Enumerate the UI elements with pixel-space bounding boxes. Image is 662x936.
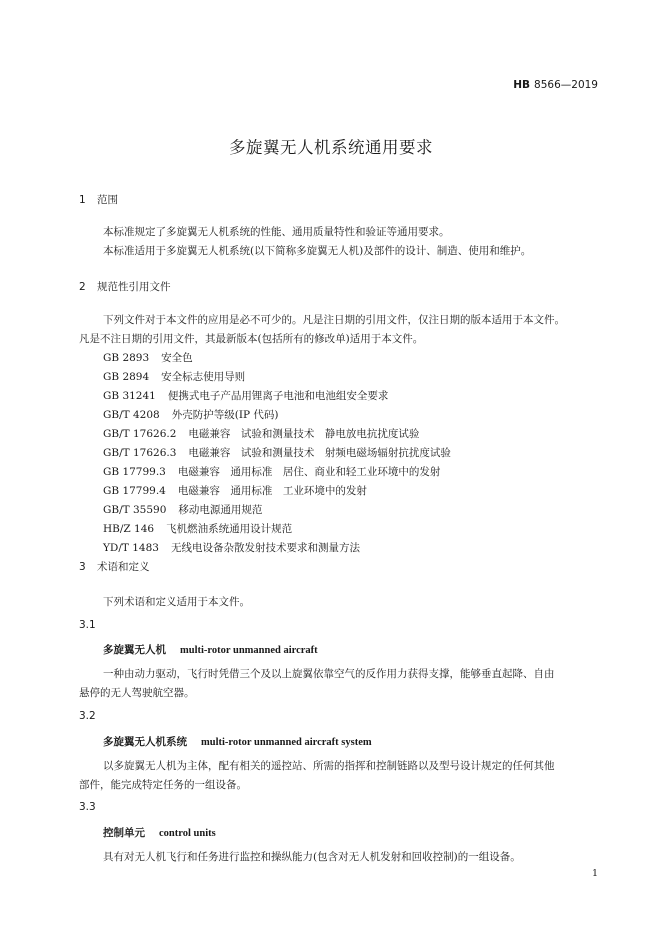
scope-paragraph-2: 本标准适用于多旋翼无人机系统(以下简称多旋翼无人机)及部件的设计、制造、使用和维护。 xyxy=(103,245,532,257)
term-chinese: 控制单元 xyxy=(103,827,145,839)
reference-item xyxy=(103,407,278,422)
reference-title: 安全色 xyxy=(161,352,193,364)
page-number: 1 xyxy=(591,868,598,879)
section-number: 1 xyxy=(79,194,86,206)
reference-item xyxy=(103,502,262,517)
section-3-heading xyxy=(79,559,150,574)
term-english: control units xyxy=(159,828,216,839)
reference-code: GB/T 35590 xyxy=(103,504,167,516)
term-definition-line-1: 以多旋翼无人机为主体，配有相关的遥控站、所需的指挥和控制链路以及型号设计规定的任何其他 xyxy=(103,760,555,772)
reference-code: GB/T 17626.2 xyxy=(103,428,177,440)
terms-intro: 下列术语和定义适用于本文件。 xyxy=(103,596,250,608)
reference-title: 电磁兼容 通用标准 工业环境中的发射 xyxy=(177,485,367,497)
reference-code: GB/T 4208 xyxy=(103,409,160,421)
section-number: 2 xyxy=(79,281,86,293)
reference-code: GB 17799.3 xyxy=(103,466,166,478)
reference-code: GB 31241 xyxy=(103,390,156,402)
references-intro-line-2: 凡是不注日期的引用文件，其最新版本(包括所有的修改单)适用于本文件。 xyxy=(79,333,424,345)
term-chinese: 多旋翼无人机系统 xyxy=(103,736,187,748)
reference-item xyxy=(103,369,245,384)
term-heading xyxy=(103,734,372,749)
reference-item xyxy=(103,483,367,498)
reference-title: 移动电源通用规范 xyxy=(178,504,263,516)
reference-code: HB/Z 146 xyxy=(103,523,155,535)
reference-title: 电磁兼容 试验和测量技术 静电放电抗扰度试验 xyxy=(188,428,420,440)
standard-prefix: HB xyxy=(513,79,531,91)
reference-code: GB 2893 xyxy=(103,352,150,364)
reference-title: 电磁兼容 通用标准 居住、商业和轻工业环境中的发射 xyxy=(177,466,441,478)
reference-code: GB 2894 xyxy=(103,371,150,383)
term-definition-line-1: 具有对无人机飞行和任务进行监控和操纵能力(包含对无人机发射和回收控制)的一组设备。 xyxy=(103,851,521,863)
reference-title: 外壳防护等级(IP 代码) xyxy=(171,409,279,421)
section-2-heading xyxy=(79,279,171,294)
standard-code xyxy=(0,79,598,91)
references-intro-line-1: 下列文件对于本文件的应用是必不可少的。凡是注日期的引用文件，仅注日期的版本适用于本文件。 xyxy=(103,314,565,326)
term-number: 3.1 xyxy=(79,619,96,631)
term-heading xyxy=(103,642,318,657)
reference-item xyxy=(103,445,451,460)
reference-item xyxy=(103,540,360,555)
document-title: 多旋翼无人机系统通用要求 xyxy=(229,138,433,157)
reference-item xyxy=(103,388,388,403)
reference-code: YD/T 1483 xyxy=(103,542,159,554)
term-definition-line-2: 悬停的无人驾驶航空器。 xyxy=(79,687,195,699)
section-1-heading xyxy=(79,192,118,207)
term-number: 3.3 xyxy=(79,801,96,813)
section-number: 3 xyxy=(79,561,86,573)
reference-item xyxy=(103,464,440,479)
reference-code: GB/T 17626.3 xyxy=(103,447,177,459)
reference-title: 无线电设备杂散发射技术要求和测量方法 xyxy=(170,542,360,554)
reference-code: GB 17799.4 xyxy=(103,485,166,497)
term-definition-line-1: 一种由动力驱动，飞行时凭借三个及以上旋翼依靠空气的反作用力获得支撑，能够垂直起降、自由 xyxy=(103,668,555,680)
term-heading xyxy=(103,825,216,840)
reference-title: 便携式电子产品用锂离子电池和电池组安全要求 xyxy=(167,390,389,402)
reference-title: 安全标志使用导则 xyxy=(161,371,246,383)
term-number: 3.2 xyxy=(79,710,96,722)
section-title: 范围 xyxy=(97,194,118,206)
section-title: 规范性引用文件 xyxy=(97,281,171,293)
term-chinese: 多旋翼无人机 xyxy=(103,644,166,656)
term-definition-line-2: 部件，能完成特定任务的一组设备。 xyxy=(79,779,247,791)
reference-item xyxy=(103,521,292,536)
reference-title: 电磁兼容 试验和测量技术 射频电磁场辐射抗扰度试验 xyxy=(188,447,451,459)
reference-item xyxy=(103,426,419,441)
term-english: multi-rotor unmanned aircraft xyxy=(180,645,318,656)
reference-title: 飞机燃油系统通用设计规范 xyxy=(166,523,293,535)
standard-number: 8566—2019 xyxy=(534,79,598,91)
scope-paragraph-1: 本标准规定了多旋翼无人机系统的性能、通用质量特性和验证等通用要求。 xyxy=(103,226,450,238)
reference-item xyxy=(103,350,193,365)
section-title: 术语和定义 xyxy=(97,561,150,573)
term-english: multi-rotor unmanned aircraft system xyxy=(201,737,372,748)
